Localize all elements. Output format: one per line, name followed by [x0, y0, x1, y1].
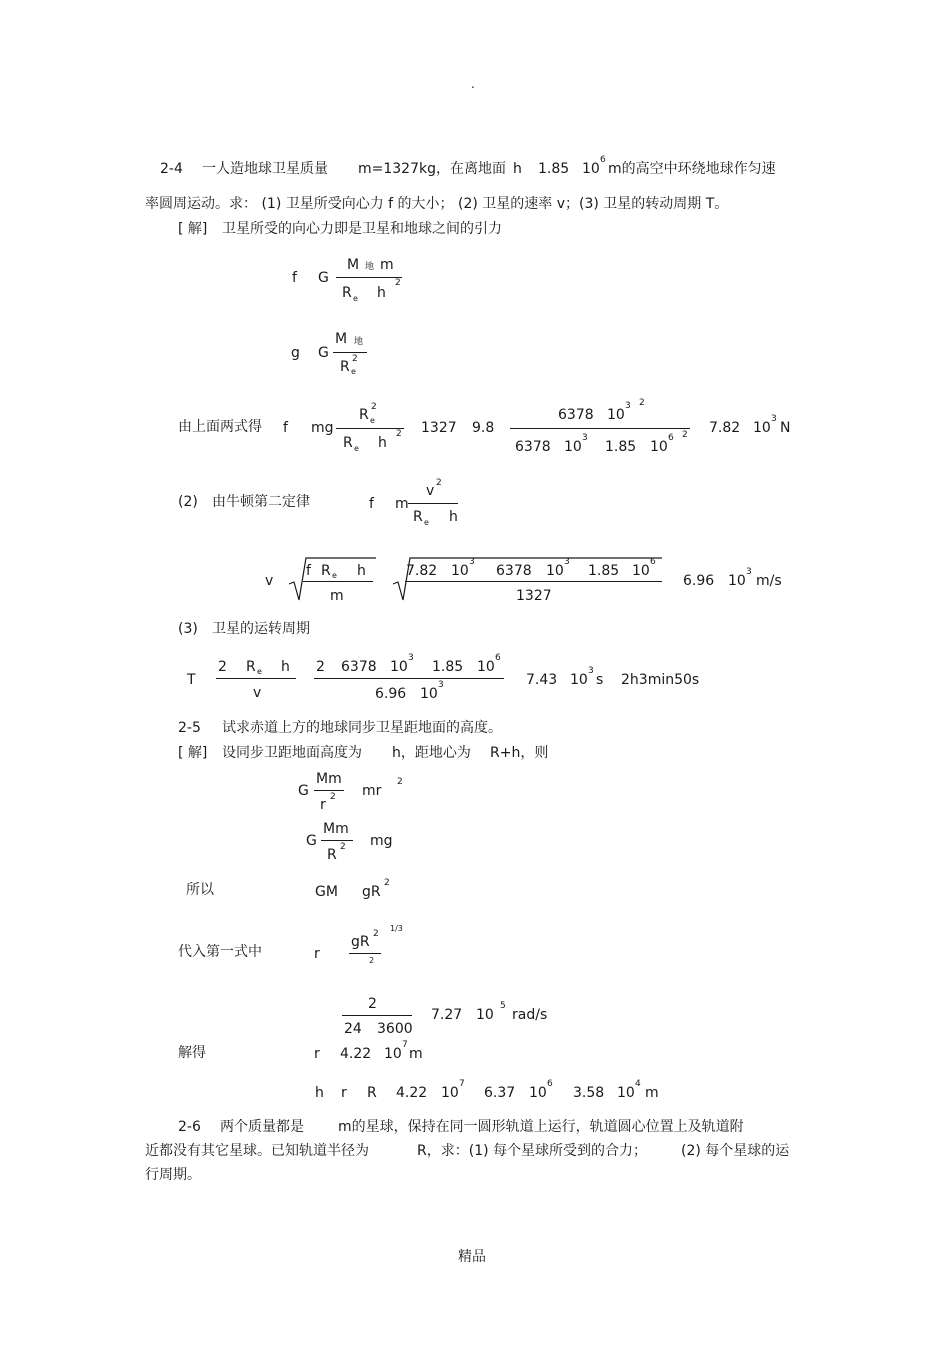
symbol: GM: [315, 884, 338, 900]
fraction-bar: [408, 503, 458, 504]
symbol: m: [380, 257, 394, 273]
number: 6378: [496, 563, 532, 579]
number: 3600: [377, 1021, 413, 1037]
superscript: 2: [371, 402, 377, 412]
symbol: h: [378, 435, 387, 451]
superscript: 3: [469, 557, 475, 567]
symbol: f: [292, 270, 297, 286]
subscript: e: [257, 667, 262, 676]
superscript: 2: [395, 278, 401, 288]
number: 10: [546, 563, 564, 579]
solution-text: 卫星所受的向心力即是卫星和地球之间的引力: [222, 221, 502, 237]
number: 7.27: [431, 1007, 463, 1023]
problem-text: 试求赤道上方的地球同步卫星距地面的高度。: [222, 720, 502, 736]
symbol: h: [315, 1085, 324, 1101]
number: 2: [316, 659, 325, 675]
problem-text: m的高空中环绕地球作匀速: [608, 161, 776, 177]
problem-text: m=1327kg，在离地面: [358, 161, 506, 177]
problem-number: 2-4: [160, 161, 183, 177]
subscript: e: [353, 294, 358, 303]
number: 6378: [341, 659, 377, 675]
symbol: m: [395, 496, 409, 512]
symbol: h: [357, 563, 366, 579]
problem-number: 2-5: [178, 720, 201, 736]
superscript: 3: [438, 680, 444, 690]
fraction-bar: [342, 1015, 412, 1016]
fraction-bar: [336, 428, 404, 429]
symbol: r: [314, 1046, 320, 1062]
superscript: 3: [582, 433, 588, 443]
symbol: r: [320, 797, 326, 813]
symbol: f: [369, 496, 374, 512]
equation-label: 代入第一式中: [178, 944, 262, 960]
fraction-bar: [216, 678, 296, 679]
number: 1.85: [432, 659, 464, 675]
subscript: e: [351, 367, 356, 376]
part-label: (2): [178, 494, 198, 510]
superscript: 3: [746, 567, 752, 577]
symbol: R: [367, 1085, 377, 1101]
solution-tag: [ 解]: [178, 221, 208, 237]
solution-tag: [ 解]: [178, 745, 208, 761]
fraction-bar: [336, 277, 402, 278]
number: 2h3min50s: [621, 672, 700, 688]
symbol: R: [342, 285, 352, 301]
number: 2: [368, 996, 377, 1012]
subscript: e: [424, 518, 429, 527]
symbol: h: [449, 509, 458, 525]
symbol: R: [321, 563, 331, 579]
solution-text: 设同步卫距地面高度为: [222, 745, 362, 761]
fraction-bar: [314, 790, 344, 791]
symbol: f: [283, 420, 288, 436]
header-dot: .: [471, 77, 475, 91]
symbol: R: [246, 659, 256, 675]
number: 10: [632, 563, 650, 579]
number: 10: [617, 1085, 635, 1101]
fraction-bar: [405, 581, 662, 582]
superscript: 2: [384, 878, 390, 888]
subscript: e: [370, 416, 375, 425]
problem-text: 率圆周运动。求： (1) 卫星所受向心力 f 的大小； (2) 卫星的速率 v；(3) 卫星的转动周期 T。: [145, 196, 729, 212]
number: 10: [390, 659, 408, 675]
solution-text: R+h，则: [490, 745, 549, 761]
symbol: gR: [351, 934, 370, 950]
symbol: v: [253, 685, 262, 701]
number: 2: [218, 659, 227, 675]
symbol: G: [318, 270, 329, 286]
symbol: r: [341, 1085, 347, 1101]
superscript: 1/3: [390, 924, 403, 933]
number: 6.96: [683, 573, 715, 589]
number: 1327: [516, 588, 552, 604]
number: 1.85: [605, 439, 637, 455]
number: 6378: [558, 407, 594, 423]
subscript: 地: [365, 262, 375, 272]
number: 7.43: [526, 672, 558, 688]
number: 10: [570, 672, 588, 688]
superscript: 6: [668, 433, 674, 443]
number: 6.37: [484, 1085, 516, 1101]
problem-text: 行周期。: [145, 1167, 201, 1183]
superscript: 6: [495, 653, 501, 663]
number: 4.22: [396, 1085, 428, 1101]
symbol: R: [343, 435, 353, 451]
number: 7.82: [406, 563, 438, 579]
symbol: G: [298, 783, 309, 799]
number: 1.85: [588, 563, 620, 579]
problem-text: m的星球，保持在同一圆形轨道上运行，轨道圆心位置上及轨道附: [338, 1119, 744, 1135]
symbol: mg: [311, 420, 334, 436]
symbol: R: [413, 509, 423, 525]
symbol: g: [291, 345, 300, 361]
subscript: e: [354, 444, 359, 453]
number: 10: [529, 1085, 547, 1101]
unit: m/s: [756, 573, 782, 589]
symbol: mr: [362, 783, 382, 799]
symbol: r: [314, 946, 320, 962]
superscript: 3: [625, 401, 631, 411]
part-text: 卫星的运转周期: [212, 621, 310, 637]
superscript: 2: [396, 429, 402, 439]
number: 10: [384, 1046, 402, 1062]
symbol: G: [318, 345, 329, 361]
part-text: 由牛顿第二定律: [212, 494, 310, 510]
superscript: 7: [459, 1079, 465, 1089]
fraction-bar: [314, 678, 504, 679]
symbol: R: [340, 359, 350, 375]
superscript: 2: [639, 398, 645, 408]
superscript: 3: [564, 557, 570, 567]
number: 10: [451, 563, 469, 579]
equation-label: 由上面两式得: [178, 419, 262, 435]
number: 10: [607, 407, 625, 423]
problem-text: R，求：(1) 每个星球所受到的合力；: [417, 1143, 648, 1159]
number: 10: [441, 1085, 459, 1101]
number: 10: [477, 659, 495, 675]
superscript: 2: [682, 430, 688, 440]
superscript: 3: [408, 653, 414, 663]
number: 9.8: [472, 420, 495, 436]
superscript: 3: [771, 414, 777, 424]
problem-text: h: [513, 161, 522, 177]
number: 24: [344, 1021, 362, 1037]
fraction-bar: [510, 428, 690, 429]
part-label: (3): [178, 621, 198, 637]
number: 1327: [421, 420, 457, 436]
symbol: h: [377, 285, 386, 301]
solution-text: h，距地心为: [392, 745, 471, 761]
problem-text: 两个质量都是: [220, 1119, 304, 1135]
problem-text: (2) 每个星球的运: [681, 1143, 790, 1159]
symbol: m: [330, 588, 344, 604]
number: 7.82: [709, 420, 741, 436]
problem-text: 1.85: [538, 161, 570, 177]
fraction-bar: [303, 581, 373, 582]
symbol: R: [359, 407, 369, 423]
superscript: 2: [436, 478, 442, 488]
unit: m: [645, 1085, 659, 1101]
subscript: e: [332, 571, 337, 580]
symbol: R: [327, 847, 337, 863]
superscript: 2: [352, 354, 358, 364]
unit: N: [780, 420, 791, 436]
symbol: v: [426, 483, 435, 499]
subscript: 地: [354, 337, 364, 347]
equation-label: 所以: [186, 882, 214, 898]
problem-text: 近都没有其它星球。已知轨道半径为: [145, 1143, 369, 1159]
symbol: gR: [362, 884, 381, 900]
number: 10: [650, 439, 668, 455]
number: 10: [420, 686, 438, 702]
symbol: v: [265, 573, 274, 589]
number: 3.58: [573, 1085, 605, 1101]
superscript: 7: [402, 1040, 408, 1050]
number: 10: [753, 420, 771, 436]
number: 6.96: [375, 686, 407, 702]
superscript: 2: [340, 842, 346, 852]
symbol: Mm: [323, 821, 349, 837]
problem-text: 一人造地球卫星质量: [202, 161, 328, 177]
symbol: G: [306, 833, 317, 849]
symbol: mg: [370, 833, 393, 849]
symbol: M: [347, 257, 360, 273]
fraction-bar: [349, 953, 381, 954]
superscript: 4: [635, 1079, 641, 1089]
superscript: 2: [397, 777, 403, 787]
fraction-bar: [321, 840, 353, 841]
symbol: T: [187, 672, 196, 688]
superscript: 6: [547, 1079, 553, 1089]
number: 10: [728, 573, 746, 589]
footer-text: 精品: [458, 1249, 486, 1265]
equation-label: 解得: [178, 1045, 206, 1061]
superscript: 6: [650, 557, 656, 567]
number: 6378: [515, 439, 551, 455]
fraction-bar: [333, 352, 367, 353]
superscript: 5: [500, 1001, 506, 1011]
superscript: 2: [373, 929, 379, 939]
unit: rad/s: [512, 1007, 548, 1023]
problem-number: 2-6: [178, 1119, 201, 1135]
unit: m: [409, 1046, 423, 1062]
superscript: 6: [600, 155, 606, 165]
symbol: h: [281, 659, 290, 675]
superscript: 2: [330, 792, 336, 802]
superscript: 3: [588, 666, 594, 676]
number: 10: [564, 439, 582, 455]
problem-text: 10: [582, 161, 600, 177]
symbol: M: [335, 331, 348, 347]
symbol: Mm: [316, 771, 342, 787]
number: 4.22: [340, 1046, 372, 1062]
symbol: f: [306, 563, 311, 579]
unit: s: [596, 672, 604, 688]
superscript: 2: [369, 956, 375, 965]
number: 10: [476, 1007, 494, 1023]
